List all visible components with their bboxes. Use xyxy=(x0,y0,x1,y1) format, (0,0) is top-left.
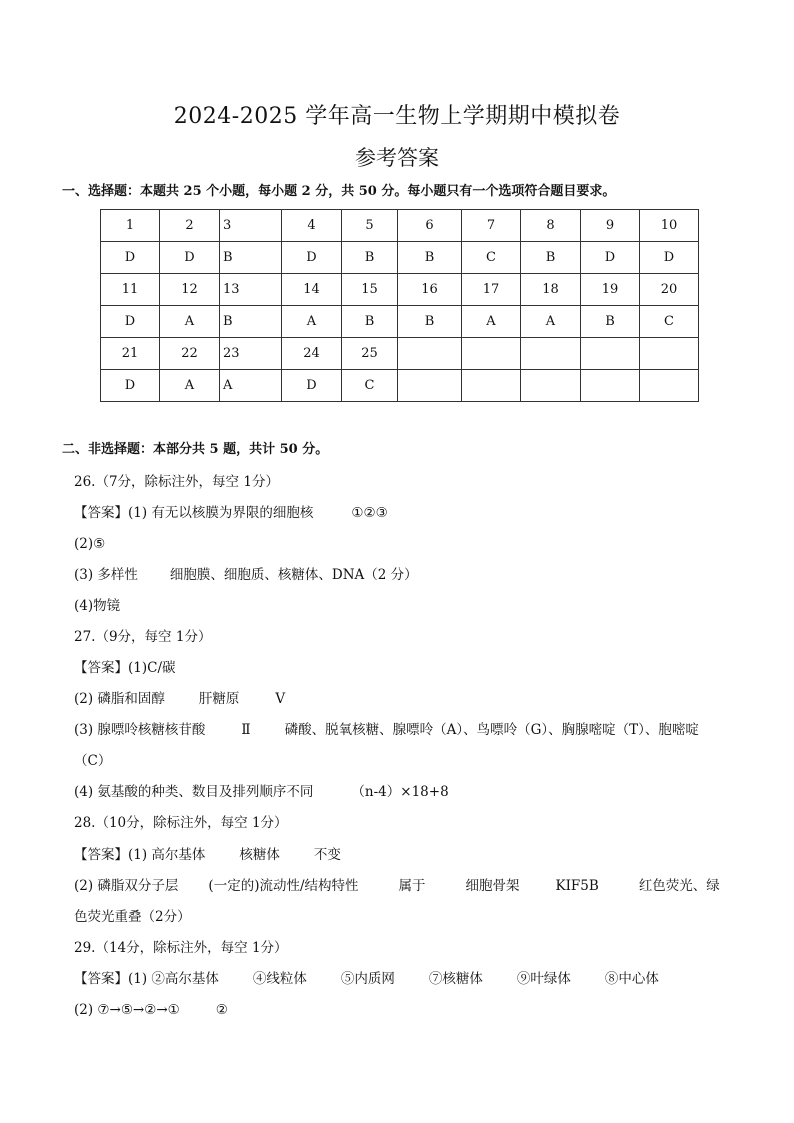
q26-header: 26.（7分，除标注外，每空 1分） xyxy=(74,474,279,490)
question-number-cell: 18 xyxy=(521,274,581,306)
question-number-cell: 25 xyxy=(342,338,398,370)
answer-cell xyxy=(398,370,462,402)
question-number-cell: 20 xyxy=(640,274,699,306)
question-number-cell: 5 xyxy=(342,210,398,242)
q27-4-part-a: (4) 氨基酸的种类、数目及排列顺序不同 xyxy=(74,784,314,800)
answer-cell: A xyxy=(160,306,220,338)
answer-cell: B xyxy=(220,306,282,338)
q27-3-part-a: (3) 腺嘌呤核糖核苷酸 xyxy=(74,722,206,738)
q28-2-part-b: (一定的)流动性/结构特性 xyxy=(208,878,359,894)
question-number-cell: 8 xyxy=(521,210,581,242)
section1-heading: 一、选择题：本题共 25 个小题，每小题 2 分，共 50 分。每小题只有一个选项符合题目要求。 xyxy=(62,184,616,199)
answer-cell: D xyxy=(581,242,640,274)
q26-answer-2: (2)⑤ xyxy=(74,536,106,552)
q29-1-part-a: 【答案】(1) ②高尔基体 xyxy=(74,971,219,987)
q27-answer-3 xyxy=(74,720,699,740)
q27-2-part-a: (2) 磷脂和固醇 xyxy=(74,691,165,707)
question-number-cell: 2 xyxy=(160,210,220,242)
question-number-cell: 7 xyxy=(462,210,521,242)
q27-answer-1: 【答案】(1)C/碳 xyxy=(74,660,176,676)
question-number-cell: 10 xyxy=(640,210,699,242)
answer-cell: B xyxy=(342,242,398,274)
question-number-row xyxy=(101,210,699,242)
q26-answer-4: (4)物镜 xyxy=(74,598,121,614)
answer-cell: D xyxy=(160,242,220,274)
page-subtitle: 参考答案 xyxy=(355,146,439,170)
q27-answer-3-cont: （C） xyxy=(74,753,112,769)
q27-4-part-b: （n-4）×18+8 xyxy=(351,784,449,800)
answer-cell: D xyxy=(101,306,160,338)
answer-cell xyxy=(581,370,640,402)
answer-cell: A xyxy=(282,306,342,338)
q29-1-part-c: ⑤内质网 xyxy=(340,971,395,987)
section2-heading: 二、非选择题：本部分共 5 题，共计 50 分。 xyxy=(62,442,329,457)
q28-2-part-d: 细胞骨架 xyxy=(465,878,520,894)
question-number-cell: 1 xyxy=(101,210,160,242)
answer-cell: C xyxy=(640,306,699,338)
q28-1-part-b: 核糖体 xyxy=(239,847,280,863)
question-number-cell: 23 xyxy=(220,338,282,370)
q29-header: 29.（14分，除标注外，每空 1分） xyxy=(74,940,288,956)
answer-cell xyxy=(521,370,581,402)
question-number-cell xyxy=(521,338,581,370)
question-number-cell: 12 xyxy=(160,274,220,306)
q28-2-part-e: KIF5B xyxy=(555,878,599,894)
q27-3-part-b: Ⅱ xyxy=(241,722,251,738)
answer-cell: B xyxy=(581,306,640,338)
q27-answer-2 xyxy=(74,689,285,709)
q26-answer-3 xyxy=(74,565,418,585)
q27-3-part-c: 磷酸、脱氧核糖、腺嘌呤（A）、鸟嘌呤（G）、胸腺嘧啶（T）、胞嘧啶 xyxy=(284,722,699,738)
question-number-cell: 4 xyxy=(282,210,342,242)
answer-cell: A xyxy=(220,370,282,402)
q28-answer-2 xyxy=(74,876,720,896)
question-number-cell xyxy=(640,338,699,370)
answer-cell: D xyxy=(101,242,160,274)
question-number-cell: 13 xyxy=(220,274,282,306)
question-number-cell xyxy=(462,338,521,370)
q26-1-part-b: ①②③ xyxy=(351,505,388,521)
question-number-cell: 6 xyxy=(398,210,462,242)
q29-2-part-b: ② xyxy=(215,1002,228,1018)
q29-answer-2 xyxy=(74,1000,228,1020)
answer-cell: D xyxy=(282,242,342,274)
q27-2-part-b: 肝糖原 xyxy=(198,691,240,707)
page-title: 2024-2025 学年高一生物上学期期中模拟卷 xyxy=(173,104,621,129)
answer-cell: D xyxy=(101,370,160,402)
q29-1-part-e: ⑨叶绿体 xyxy=(516,971,571,987)
question-number-cell: 24 xyxy=(282,338,342,370)
q26-3-part-b: 细胞膜、细胞质、核糖体、DNA（2 分） xyxy=(169,567,418,583)
q26-answer-1 xyxy=(74,503,388,523)
answer-cell: D xyxy=(640,242,699,274)
q27-header: 27.（9分，每空 1分） xyxy=(74,629,212,645)
q28-2-part-f: 红色荧光、绿 xyxy=(638,878,720,894)
question-number-cell xyxy=(581,338,640,370)
question-number-row xyxy=(101,338,699,370)
answer-cell: C xyxy=(342,370,398,402)
q27-2-part-c: V xyxy=(275,691,286,707)
answer-cell xyxy=(640,370,699,402)
answer-cell: B xyxy=(220,242,282,274)
answer-row xyxy=(101,370,699,402)
q29-answer-1 xyxy=(74,969,659,989)
q28-answer-2-cont: 色荧光重叠（2分） xyxy=(74,909,191,925)
answer-cell: B xyxy=(398,242,462,274)
q29-1-part-f: ⑧中心体 xyxy=(604,971,659,987)
q29-2-part-a: (2) ⑦→⑤→②→① xyxy=(74,1002,180,1018)
answer-cell: C xyxy=(462,242,521,274)
answer-cell: A xyxy=(462,306,521,338)
question-number-cell: 9 xyxy=(581,210,640,242)
question-number-cell: 16 xyxy=(398,274,462,306)
question-number-cell: 21 xyxy=(101,338,160,370)
answer-row xyxy=(101,306,699,338)
answer-cell: B xyxy=(521,242,581,274)
answer-cell xyxy=(462,370,521,402)
q28-2-part-c: 属于 xyxy=(398,878,426,894)
answer-cell: B xyxy=(342,306,398,338)
q28-1-part-c: 不变 xyxy=(313,847,341,863)
answer-cell: A xyxy=(521,306,581,338)
q28-1-part-a: 【答案】(1) 高尔基体 xyxy=(74,847,206,863)
answer-cell: A xyxy=(160,370,220,402)
question-number-cell: 11 xyxy=(101,274,160,306)
question-number-cell: 22 xyxy=(160,338,220,370)
q29-1-part-d: ⑦核糖体 xyxy=(428,971,483,987)
multiple-choice-answer-table xyxy=(100,209,699,402)
q26-3-part-a: (3) 多样性 xyxy=(74,567,138,583)
q26-1-part-a: 【答案】(1) 有无以核膜为界限的细胞核 xyxy=(74,505,314,521)
answer-cell: D xyxy=(282,370,342,402)
q28-answer-1 xyxy=(74,845,341,865)
answer-row xyxy=(101,242,699,274)
question-number-cell xyxy=(398,338,462,370)
q28-2-part-a: (2) 磷脂双分子层 xyxy=(74,878,179,894)
question-number-cell: 15 xyxy=(342,274,398,306)
question-number-cell: 3 xyxy=(220,210,282,242)
q29-1-part-b: ④线粒体 xyxy=(252,971,307,987)
answer-cell: B xyxy=(398,306,462,338)
question-number-cell: 14 xyxy=(282,274,342,306)
question-number-row xyxy=(101,274,699,306)
q27-answer-4 xyxy=(74,782,449,802)
q28-header: 28.（10分，除标注外，每空 1分） xyxy=(74,815,288,831)
question-number-cell: 17 xyxy=(462,274,521,306)
question-number-cell: 19 xyxy=(581,274,640,306)
